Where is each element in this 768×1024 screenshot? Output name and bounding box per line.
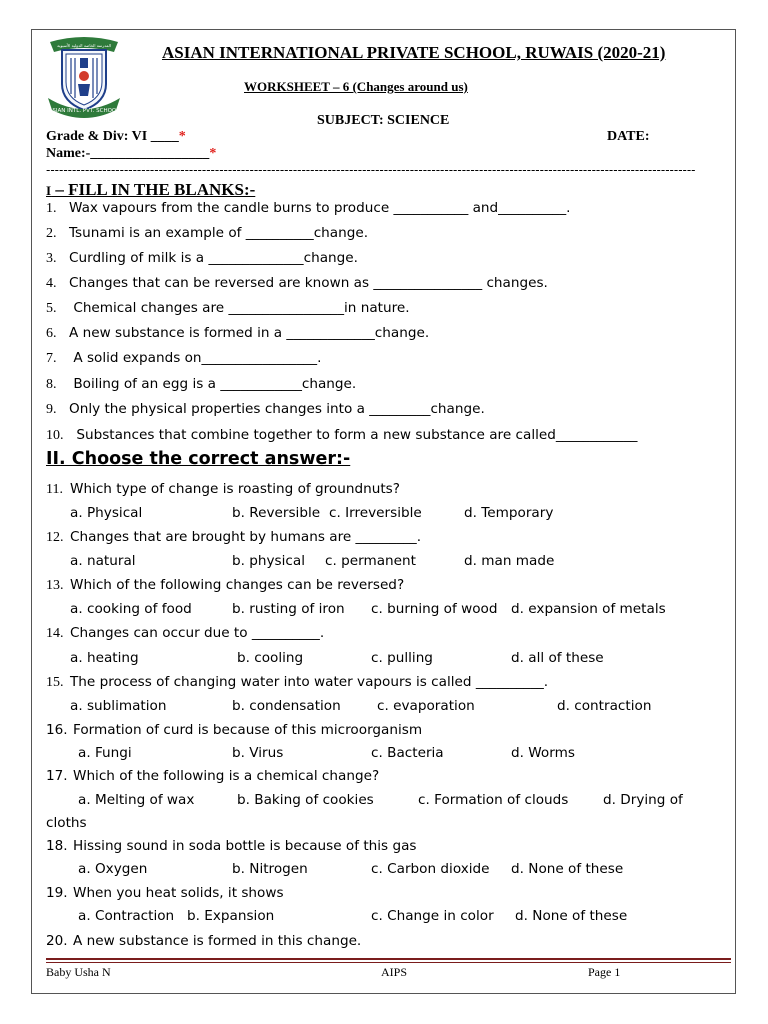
footer-page: Page 1 [588, 965, 621, 979]
question-text: Changes that can be reversed are known as ________________ changes. [69, 275, 548, 291]
question-text: Which of the following changes can be reversed? [70, 577, 405, 593]
answer-option: d. Worms [511, 745, 575, 761]
section2-heading: II. Choose the correct answer:- [46, 449, 351, 469]
logo-arabic-caption: المدرسة الخاصة الدولية الآسيوية [57, 43, 111, 48]
mcq-question [46, 767, 379, 785]
fill-blank-item [46, 249, 358, 267]
grade-label: Grade & Div: VI ____ [46, 129, 179, 144]
question-text: A new substance is formed in this change. [73, 933, 362, 949]
answer-option: c. Change in color [371, 908, 494, 924]
question-text: Tsunami is an example of __________change. [69, 225, 369, 241]
dashed-divider: ------------------------------------------------------------------------------------------------------------------------------------------------------ [46, 163, 696, 177]
question-text: Changes that are brought by humans are _________. [70, 529, 422, 545]
answer-option: a. Contraction [78, 908, 175, 924]
mcq-question [46, 576, 404, 594]
question-number: 18. [46, 838, 68, 854]
answer-option-wrap: cloths [46, 815, 87, 831]
mcq-question [46, 884, 284, 902]
question-number: 7. [46, 351, 57, 366]
question-text: Boiling of an egg is a ____________change. [69, 376, 357, 392]
question-text: A new substance is formed in a _____________change. [69, 325, 430, 341]
question-number: 12. [46, 530, 64, 545]
answer-option: b. condensation [232, 698, 341, 714]
question-number: 1. [46, 201, 57, 216]
answer-option: c. Formation of clouds [418, 792, 569, 808]
school-title: ASIAN INTERNATIONAL PRIVATE SCHOOL, RUWAIS (2020-21) [162, 43, 666, 62]
name-field [46, 146, 216, 162]
answer-option: c. pulling [371, 650, 433, 666]
mcq-question [46, 480, 400, 498]
question-text: The process of changing water into water vapours is called __________. [70, 674, 549, 690]
required-mark: * [178, 129, 186, 144]
fill-blank-item [46, 324, 429, 342]
section1-roman: I [46, 183, 52, 198]
fill-blank-item [46, 274, 548, 292]
logo-caption: ASIAN INTL. PVT. SCHOOL [48, 108, 120, 114]
answer-option: a. Fungi [78, 745, 132, 761]
answer-option: a. heating [70, 650, 139, 666]
question-text: Only the physical properties changes into a _________change. [69, 401, 485, 417]
question-text: A solid expands on_________________. [69, 350, 322, 366]
answer-option: d. contraction [557, 698, 652, 714]
worksheet-title: WORKSHEET – 6 (Changes around us) [244, 79, 468, 94]
answer-option: c. burning of wood [371, 601, 498, 617]
footer-center: AIPS [381, 965, 408, 979]
footer-author: Baby Usha N [46, 965, 111, 979]
date-field: DATE: [607, 129, 650, 144]
fill-blank-item [46, 349, 321, 367]
footer-rule [46, 958, 731, 960]
answer-option: a. natural [70, 553, 136, 569]
question-number: 19. [46, 885, 68, 901]
answer-option: a. Oxygen [78, 861, 148, 877]
answer-option: b. rusting of iron [232, 601, 345, 617]
question-number: 4. [46, 276, 57, 291]
question-text: Curdling of milk is a ______________change. [69, 250, 358, 266]
question-number: 11. [46, 482, 63, 497]
answer-option: a. Melting of wax [78, 792, 195, 808]
answer-option: b. Virus [232, 745, 284, 761]
grade-div-field [46, 129, 186, 145]
question-number: 20. [46, 933, 68, 949]
answer-option: b. physical [232, 553, 306, 569]
fill-blank-item [46, 400, 485, 418]
question-number: 3. [46, 251, 57, 266]
name-label: Name:-_________________ [46, 146, 210, 161]
answer-option: d. None of these [511, 861, 624, 877]
fill-blank-item [46, 299, 410, 317]
answer-option: b. Expansion [187, 908, 275, 924]
question-text: Which type of change is roasting of groundnuts? [70, 481, 400, 497]
answer-option: b. Baking of cookies [237, 792, 374, 808]
question-number: 14. [46, 626, 64, 641]
fill-blank-item [46, 224, 368, 242]
fill-blank-item [46, 426, 637, 444]
question-number: 5. [46, 301, 57, 316]
question-number: 15. [46, 675, 64, 690]
question-number: 2. [46, 226, 57, 241]
question-text: Hissing sound in soda bottle is because of this gas [73, 838, 417, 854]
answer-option: d. expansion of metals [511, 601, 666, 617]
subject-label: SUBJECT: SCIENCE [317, 113, 450, 128]
answer-option: d. all of these [511, 650, 604, 666]
answer-option: a. Physical [70, 505, 143, 521]
required-mark: * [209, 146, 217, 161]
question-text: Chemical changes are _________________in nature. [69, 300, 410, 316]
answer-option: d. Temporary [464, 505, 554, 521]
answer-option: c. Bacteria [371, 745, 444, 761]
answer-option: d. man made [464, 553, 555, 569]
answer-option: c. Irreversible [329, 505, 422, 521]
answer-option: d. None of these [515, 908, 628, 924]
question-text: Substances that combine together to form a new substance are called____________ [72, 427, 638, 443]
mcq-question [46, 837, 417, 855]
mcq-question [46, 721, 422, 739]
answer-option: b. cooling [237, 650, 304, 666]
question-number: 16. [46, 722, 68, 738]
mcq-question [46, 673, 548, 691]
question-number: 10. [46, 428, 64, 443]
answer-option: c. evaporation [377, 698, 475, 714]
footer-rule-thin [46, 962, 731, 963]
fill-blank-item [46, 199, 570, 217]
question-number: 8. [46, 377, 57, 392]
answer-option: a. sublimation [70, 698, 167, 714]
mcq-question [46, 932, 361, 950]
fill-blank-item [46, 375, 356, 393]
answer-option: b. Reversible [232, 505, 321, 521]
question-number: 17. [46, 768, 68, 784]
question-text: Which of the following is a chemical change? [73, 768, 380, 784]
question-number: 13. [46, 578, 64, 593]
answer-option: a. cooking of food [70, 601, 192, 617]
mcq-question [46, 624, 324, 642]
answer-option: b. Nitrogen [232, 861, 308, 877]
section1-title: – FILL IN THE BLANKS:- [51, 180, 256, 199]
question-text: Wax vapours from the candle burns to produce ___________ and__________. [69, 200, 571, 216]
mcq-question [46, 528, 421, 546]
question-text: Changes can occur due to __________. [70, 625, 325, 641]
answer-option: d. Drying of [603, 792, 683, 808]
question-text: When you heat solids, it shows [73, 885, 284, 901]
answer-option: c. permanent [325, 553, 416, 569]
question-text: Formation of curd is because of this microorganism [73, 722, 423, 738]
answer-option: c. Carbon dioxide [371, 861, 490, 877]
question-number: 6. [46, 326, 57, 341]
section1-heading [46, 180, 255, 200]
school-logo [42, 36, 126, 118]
question-number: 9. [46, 402, 57, 417]
